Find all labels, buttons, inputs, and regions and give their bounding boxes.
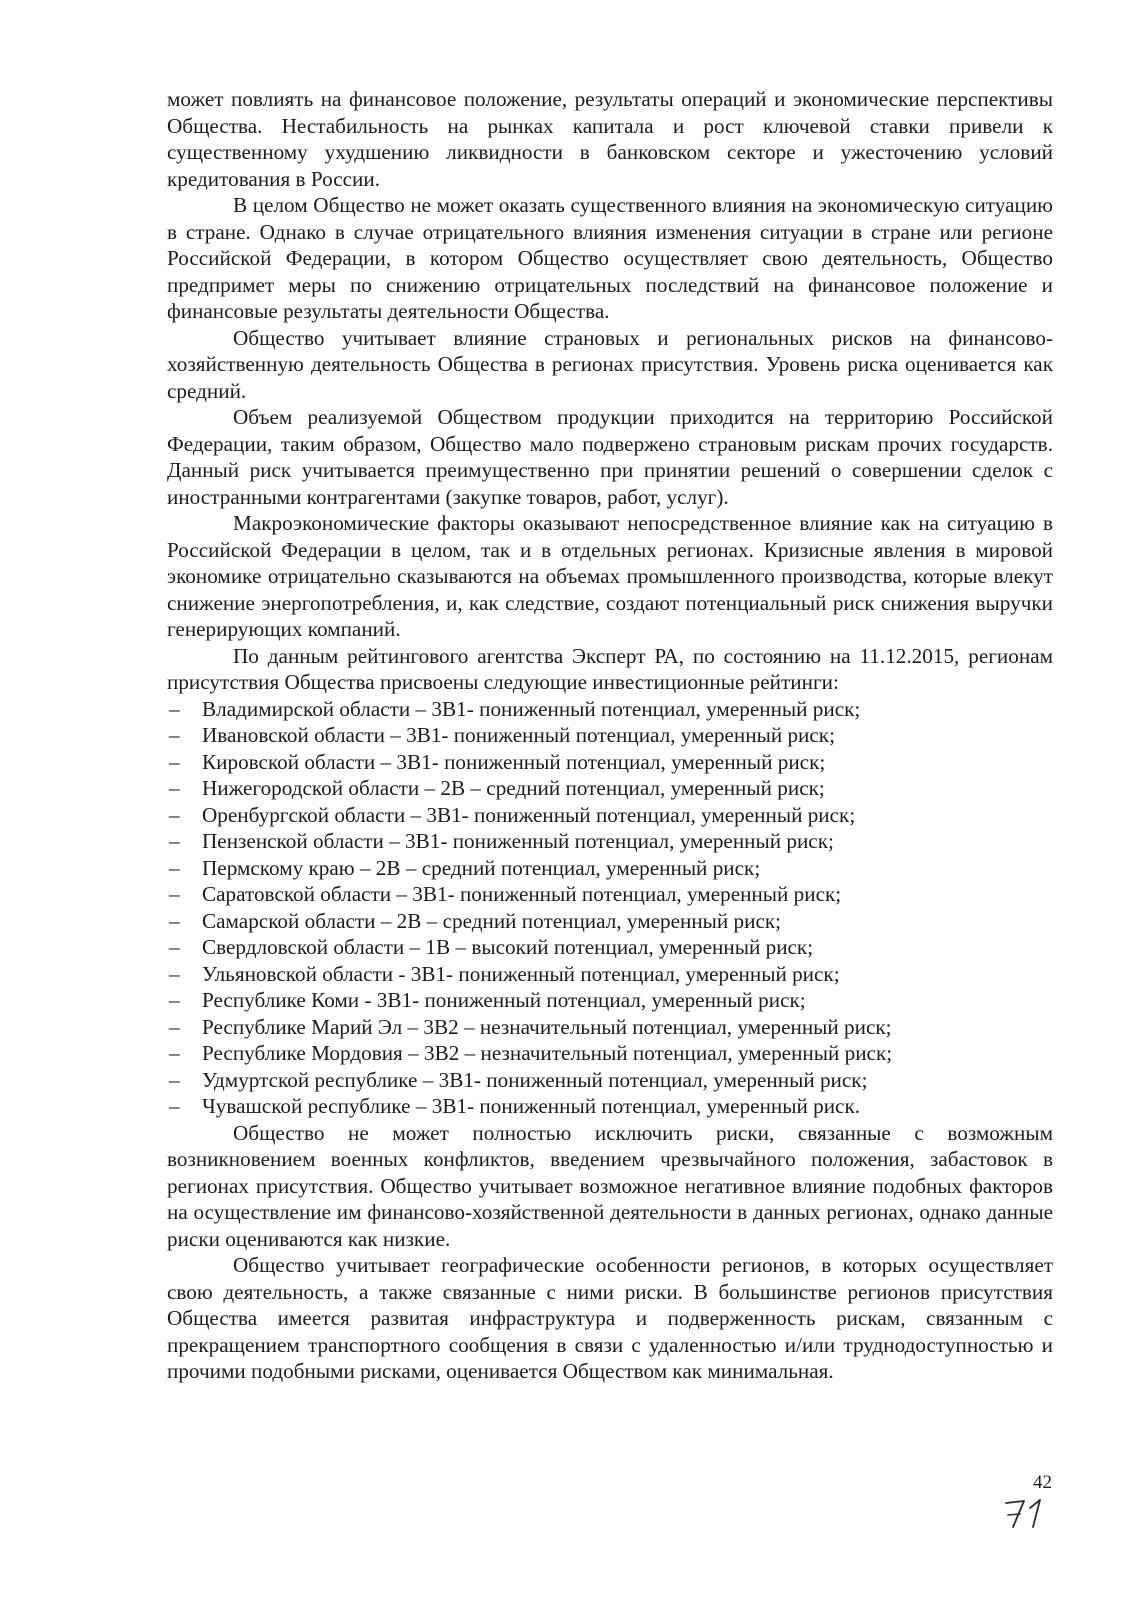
list-item xyxy=(167,934,1053,961)
paragraph: Общество учитывает влияние страновых и региональных рисков на финансово-хозяйственную деятельность Общества в регионах присутствия. Уровень риска оценивается как средний. xyxy=(167,325,1053,403)
list-item-text: Нижегородской области – 2В – средний потенциал, умеренный риск; xyxy=(202,776,825,800)
paragraph: Макроэкономические факторы оказывают непосредственное влияние как на ситуацию в Российской Федерации в целом, так и в отдельных регионах. Кризисные явления в мировой экономике отрицательно сказываются на объемах промышленного производства, которые влекут снижение энергопотребления, и, как следствие, создают потенциальный риск снижения выручки генерирующих компаний. xyxy=(167,511,1053,641)
list-item xyxy=(167,802,1053,829)
ratings-list xyxy=(167,696,1053,1120)
handwritten-page-number xyxy=(1000,1494,1060,1534)
list-item xyxy=(167,987,1053,1014)
paragraph: Объем реализуемой Обществом продукции приходится на территорию Российской Федерации, таким образом, Общество мало подвержено страновым рискам прочих государств. Данный риск учитывается преимущественно при принятии решений о совершении сделок с иностранными контрагентами (закупке товаров, работ, услуг). xyxy=(167,405,1053,509)
list-marker: – xyxy=(169,802,180,827)
list-item-text: Кировской области – 3В1- пониженный потенциал, умеренный риск; xyxy=(202,749,826,774)
list-marker: – xyxy=(169,1014,180,1039)
list-item xyxy=(167,696,1053,723)
list-item-text: Республике Марий Эл – 3В2 – незначительный потенциал, умеренный риск; xyxy=(202,1014,892,1039)
list-item xyxy=(167,1014,1053,1041)
list-item-text: Оренбургской области – 3В1- пониженный потенциал, умеренный риск; xyxy=(202,802,856,827)
list-marker: – xyxy=(169,988,180,1012)
paragraph: Общество учитывает географические особенности регионов, в которых осуществляет свою деятельность, а также связанные с ними риски. В большинстве регионов присутствия Общества имеется развитая инфраструктура и подверженность рискам, связанным с прекращением транспортного сообщения в связи с удаленностью и/или труднодоступностью и прочими подобными рисками, оценивается Обществом как минимальная. xyxy=(167,1253,1053,1383)
list-item xyxy=(167,775,1053,802)
list-item xyxy=(167,1067,1053,1094)
list-item xyxy=(167,908,1053,935)
list-item-text: Республике Коми - 3В1- пониженный потенциал, умеренный риск; xyxy=(202,988,806,1012)
list-item xyxy=(167,828,1053,855)
list-marker: – xyxy=(169,1094,180,1118)
list-marker: – xyxy=(169,829,180,853)
list-marker: – xyxy=(169,908,180,933)
document-body xyxy=(167,86,1053,1385)
list-item-text: Республике Мордовия – 3В2 – незначительный потенциал, умеренный риск; xyxy=(202,1041,893,1065)
list-item-text: Удмуртской республике – 3В1- пониженный потенциал, умеренный риск; xyxy=(202,1067,868,1092)
list-marker: – xyxy=(169,882,180,906)
list-item xyxy=(167,961,1053,988)
list-item-text: Ульяновской области - 3В1- пониженный потенциал, умеренный риск; xyxy=(202,961,840,986)
list-item-text: Пермскому краю – 2В – средний потенциал, умеренный риск; xyxy=(202,855,761,880)
list-item-text: Владимирской области – 3В1- пониженный потенциал, умеренный риск; xyxy=(202,696,861,721)
page-number: 42 xyxy=(1033,1472,1052,1493)
list-marker: – xyxy=(169,749,180,774)
list-marker: – xyxy=(169,961,180,986)
paragraph: По данным рейтингового агентства Эксперт РА, по состоянию на 11.12.2015, регионам присутствия Общества присвоены следующие инвестиционные рейтинги: xyxy=(167,643,1053,694)
list-marker: – xyxy=(169,935,180,959)
list-item-text: Пензенской области – 3В1- пониженный потенциал, умеренный риск; xyxy=(202,829,834,853)
list-item xyxy=(167,1040,1053,1067)
list-marker: – xyxy=(169,776,180,800)
list-marker: – xyxy=(169,1041,180,1065)
list-marker: – xyxy=(169,696,180,721)
list-item-text: Чувашской республике – 3В1- пониженный потенциал, умеренный риск. xyxy=(202,1094,861,1118)
list-marker: – xyxy=(169,855,180,880)
list-item-text: Ивановской области – 3В1- пониженный потенциал, умеренный риск; xyxy=(202,723,835,747)
list-item-text: Самарской области – 2В – средний потенциал, умеренный риск; xyxy=(202,908,782,933)
paragraph: В целом Общество не может оказать существенного влияния на экономическую ситуацию в стране. Однако в случае отрицательного влияния изменения ситуации в стране или регионе Российской Федерации, в котором Общество осуществляет свою деятельность, Общество предпримет меры по снижению отрицательных последствий на финансовое положение и финансовые результаты деятельности Общества. xyxy=(167,193,1053,323)
list-item xyxy=(167,722,1053,749)
list-item xyxy=(167,881,1053,908)
list-marker: – xyxy=(169,723,180,747)
list-item xyxy=(167,749,1053,776)
paragraph: Общество не может полностью исключить риски, связанные с возможным возникновением военных конфликтов, введением чрезвычайного положения, забастовок в регионах присутствия. Общество учитывает возможное негативное влияние подобных факторов на осуществление им финансово-хозяйственной деятельности в данных регионах, однако данные риски оцениваются как низкие. xyxy=(167,1120,1053,1251)
handwritten-71-mark xyxy=(1000,1494,1060,1534)
list-item-text: Свердловской области – 1В – высокий потенциал, умеренный риск; xyxy=(202,935,814,959)
paragraph: может повлиять на финансовое положение, результаты операций и экономические перспективы Общества. Нестабильность на рынках капитала и рост ключевой ставки привели к существенному ухудшению ликвидности в банковском секторе и ужесточению условий кредитования в России. xyxy=(167,87,1053,191)
list-item xyxy=(167,855,1053,882)
list-item-text: Саратовской области – 3В1- пониженный потенциал, умеренный риск; xyxy=(202,882,842,906)
list-item xyxy=(167,1093,1053,1120)
list-marker: – xyxy=(169,1067,180,1092)
